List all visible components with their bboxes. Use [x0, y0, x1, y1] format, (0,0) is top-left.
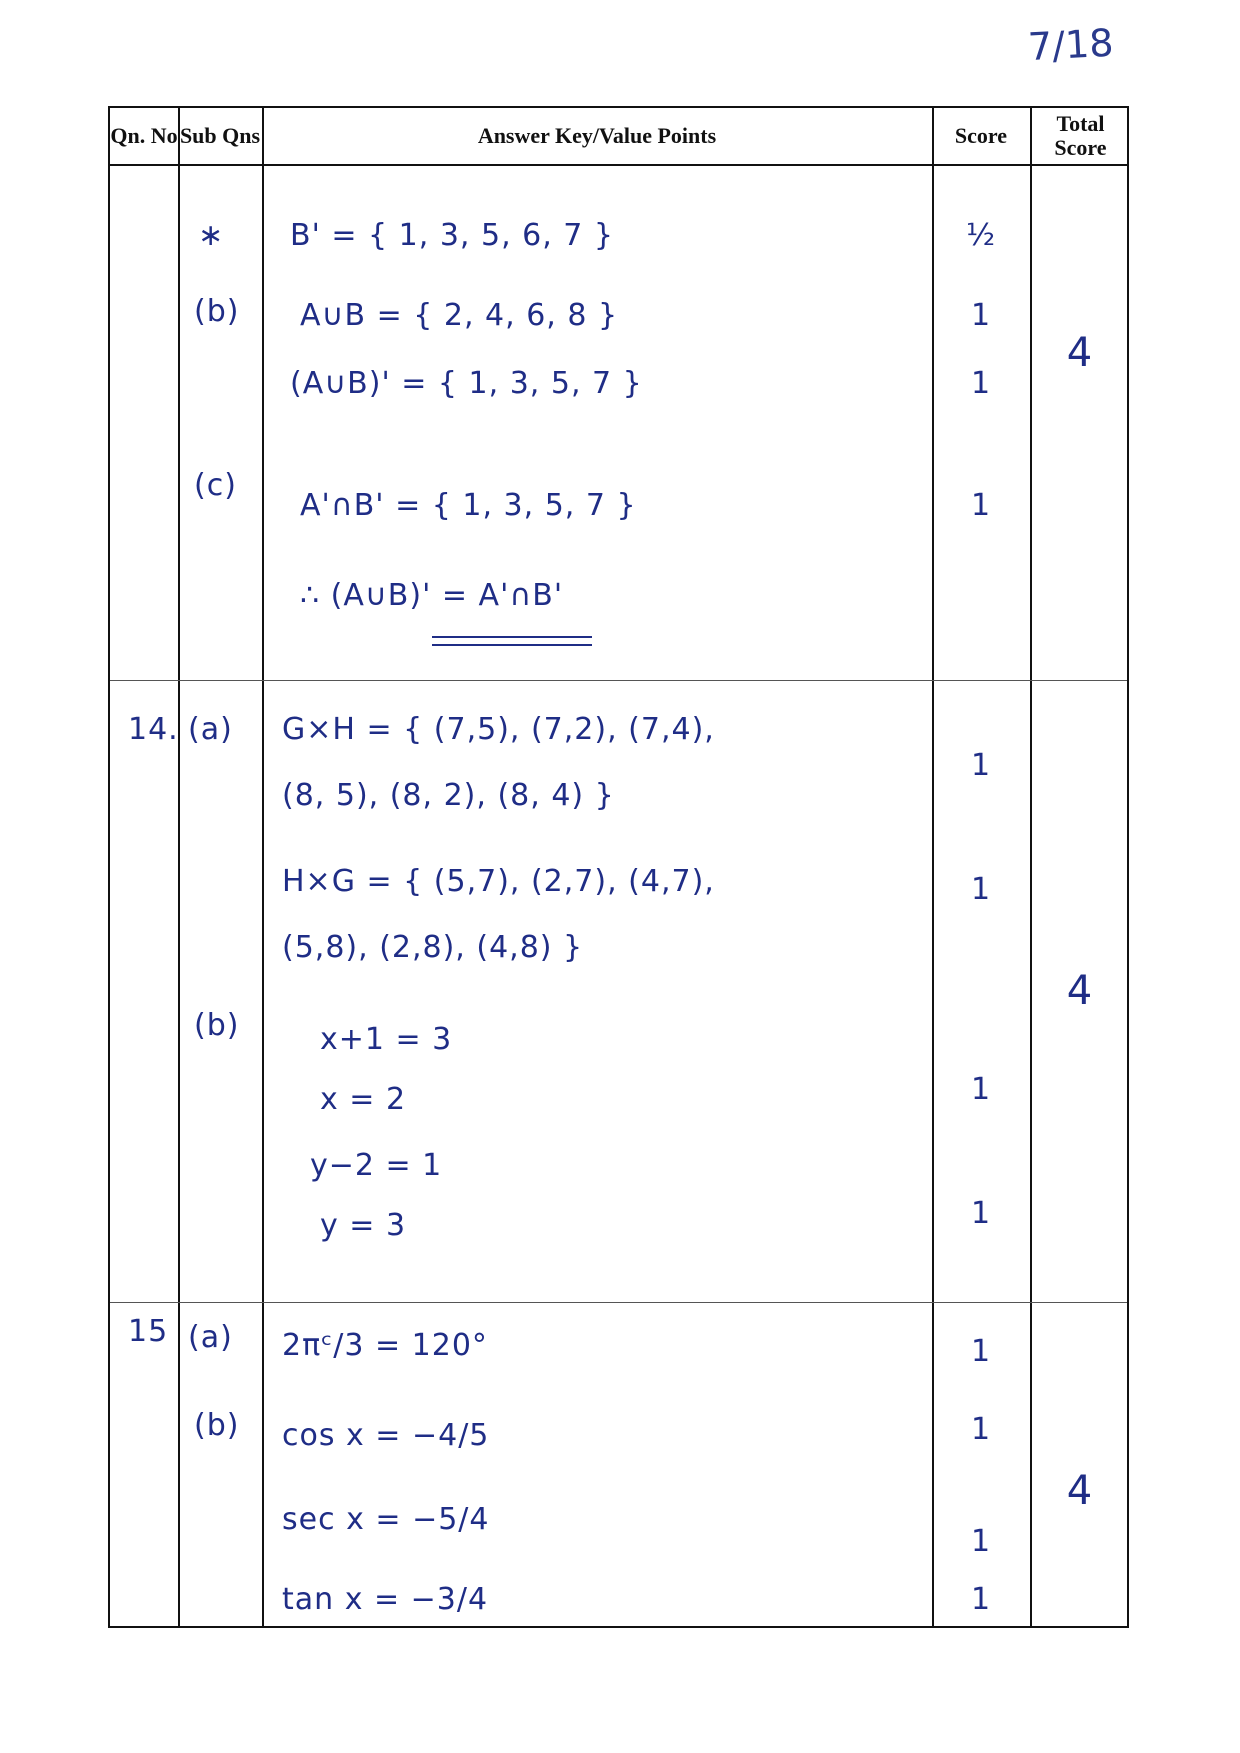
header-qn-no: Qn. No: [110, 123, 178, 148]
total-score-value: 4: [1066, 968, 1094, 1014]
header-total-score: Total Score: [1054, 111, 1107, 160]
score-value: 1: [970, 488, 992, 523]
total-score-value: 4: [1066, 1468, 1094, 1514]
sub-question-label: (b): [194, 294, 240, 329]
score-value: 1: [970, 366, 992, 401]
answer-line: sec x = −5/4: [282, 1502, 490, 1537]
sub-question-label: (c): [194, 468, 237, 503]
score-value: 1: [970, 1524, 992, 1559]
header-answer-key: Answer Key/Value Points: [477, 123, 717, 148]
total-score-value: 4: [1066, 330, 1094, 376]
score-value: 1: [970, 1412, 992, 1447]
sub-question-label: ∗: [198, 218, 225, 253]
sub-question-label: (b): [194, 1408, 240, 1443]
score-value: 1: [970, 1072, 992, 1107]
double-underline: [432, 636, 592, 646]
sub-question-label: (a): [188, 1320, 233, 1355]
answer-line: 2πᶜ/3 = 120°: [282, 1328, 488, 1363]
score-value: 1: [970, 298, 992, 333]
score-value: 1: [970, 1334, 992, 1369]
score-value: ½: [965, 218, 997, 253]
answer-line: cos x = −4/5: [282, 1418, 490, 1453]
sub-question-label: (a): [188, 712, 233, 747]
question-number: 14.: [128, 712, 179, 747]
score-value: 1: [970, 1582, 992, 1617]
sub-question-label: (b): [194, 1008, 240, 1043]
answer-line: A∪B = { 2, 4, 6, 8 }: [300, 298, 619, 333]
answer-line: y = 3: [320, 1208, 407, 1243]
score-value: 1: [970, 1196, 992, 1231]
answer-line: tan x = −3/4: [282, 1582, 489, 1617]
header-sub-qns: Sub Qns: [179, 123, 261, 148]
answer-line: (5,8), (2,8), (4,8) }: [282, 930, 584, 965]
answer-line: (8, 5), (8, 2), (8, 4) }: [282, 778, 615, 813]
score-value: 1: [970, 872, 992, 907]
answer-line: H×G = { (5,7), (2,7), (4,7),: [282, 864, 715, 899]
answer-line: B' = { 1, 3, 5, 6, 7 }: [290, 218, 615, 253]
score-value: 1: [970, 748, 992, 783]
answer-line: x = 2: [320, 1082, 407, 1117]
answer-line: ∴ (A∪B)' = A'∩B': [300, 578, 564, 613]
question-number: 15: [128, 1314, 169, 1349]
answer-key-table: [108, 106, 1129, 1628]
answer-line: y−2 = 1: [310, 1148, 443, 1183]
answer-line: A'∩B' = { 1, 3, 5, 7 }: [300, 488, 637, 523]
header-score: Score: [954, 123, 1008, 148]
answer-line: (A∪B)' = { 1, 3, 5, 7 }: [290, 366, 643, 401]
answer-line: x+1 = 3: [320, 1022, 453, 1057]
page-number: 7/18: [1026, 20, 1115, 70]
answer-line: G×H = { (7,5), (7,2), (7,4),: [282, 712, 715, 747]
